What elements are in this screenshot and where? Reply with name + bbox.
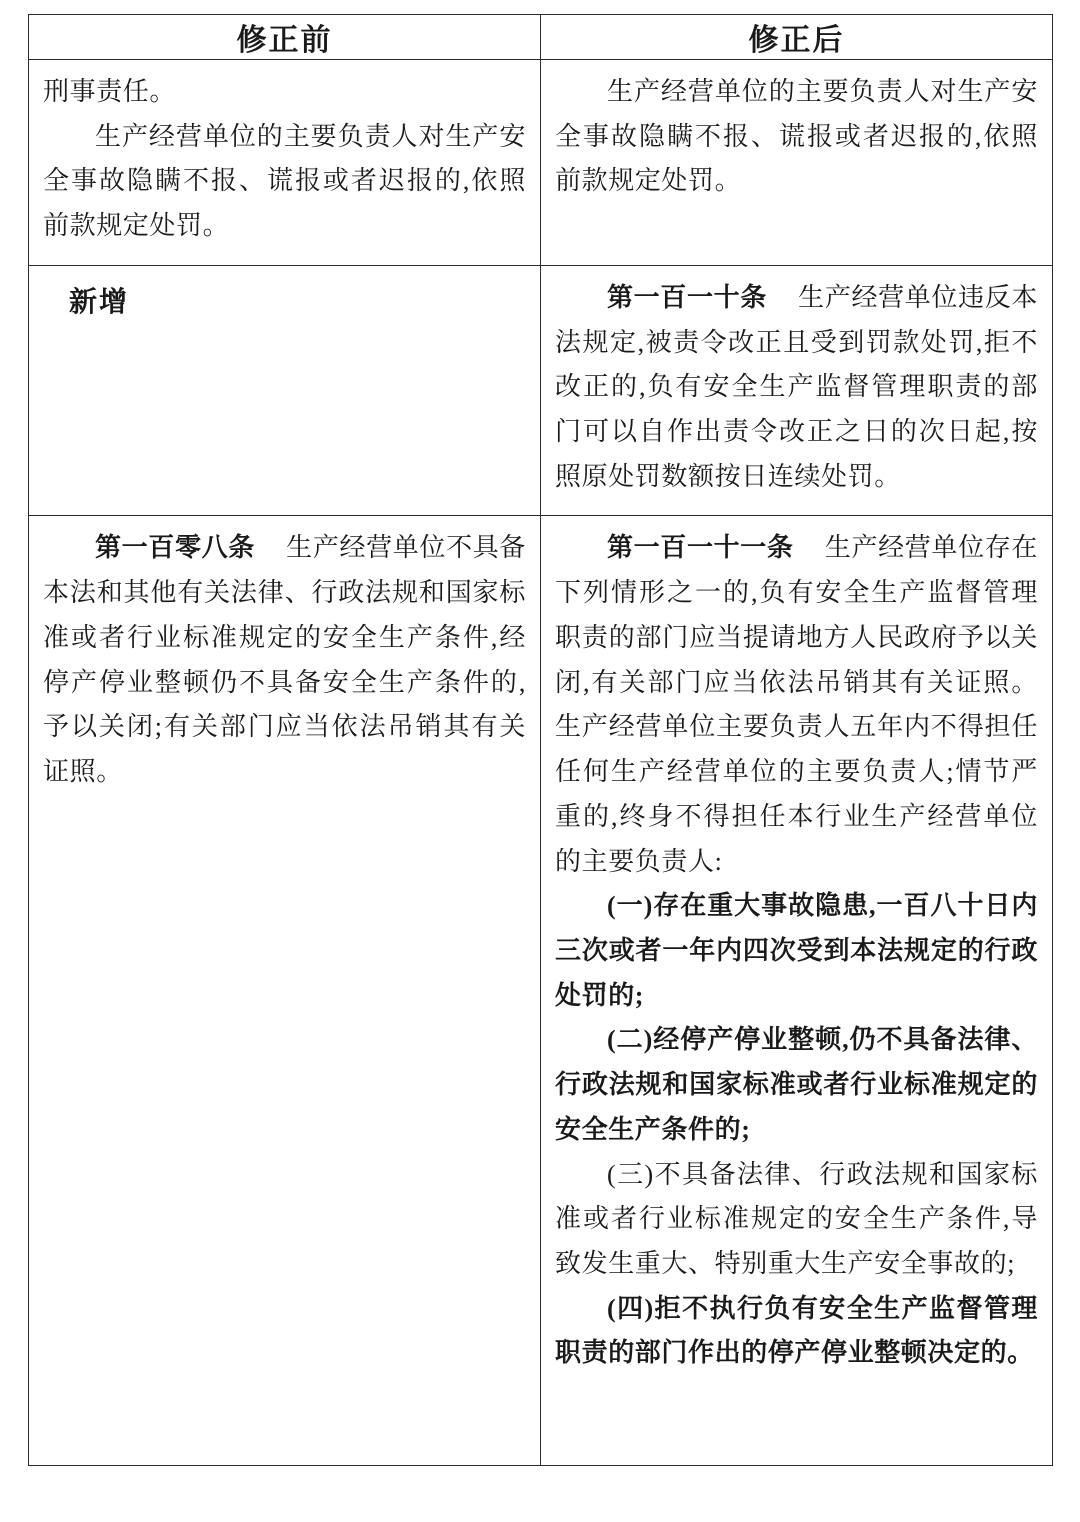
paragraph-text: [555, 276, 1038, 500]
cell-after-1: [541, 60, 1053, 266]
paragraph-text: (二)经停产停业整顿,仍不具备法律、行政法规和国家标准或者行业标准规定的安全生产条件的;: [555, 1025, 1038, 1144]
paragraph-text: 刑事责任。: [43, 77, 177, 106]
cell-before-1: [29, 60, 541, 266]
article-number: 第一百零八条: [95, 533, 255, 563]
amendment-comparison-table: [28, 14, 1053, 1466]
article-number: 第一百一十一条: [607, 533, 794, 563]
paragraph-text: [43, 526, 526, 794]
paragraph-text: (三)不具备法律、行政法规和国家标准或者行业标准规定的安全生产条件,导致发生重大、特别重大生产安全事故的;: [555, 1159, 1038, 1278]
cell-before-2: [29, 265, 541, 516]
cell-before-3: [29, 516, 541, 1466]
cell-after-2: [541, 265, 1053, 516]
table-row: [29, 265, 1053, 516]
cell-after-3: [541, 516, 1053, 1466]
article-body: 生产经营单位违反本法规定,被责令改正且受到罚款处罚,拒不改正的,负有安全生产监督管理职责的部门可以自作出责令改正之日的次日起,按照原处罚数额按日连续处罚。: [555, 282, 1038, 491]
article-number: 第一百一十条: [607, 282, 767, 312]
table-row: [29, 516, 1053, 1466]
paragraph-text: 生产经营单位的主要负责人对生产安全事故隐瞒不报、谎报或者迟报的,依照前款规定处罚。: [43, 121, 526, 241]
article-body: 生产经营单位不具备本法和其他有关法律、行政法规和国家标准或者行业标准规定的安全生产条件,经停产停业整顿仍不具备安全生产条件的,予以关闭;有关部门应当依法吊销其有关证照。: [43, 533, 526, 787]
table-header-row: [29, 15, 1053, 60]
column-header-after: 修正后: [541, 15, 1053, 60]
article-body: 生产经营单位存在下列情形之一的,负有安全生产监督管理职责的部门应当提请地方人民政府予以关闭,有关部门应当依法吊销其有关证照。生产经营单位主要负责人五年内不得担任任何生产经营单位的主要负责人;情节严重的,终身不得担任本行业生产经营单位的主要负责人:: [555, 533, 1038, 876]
column-header-before: 修正前: [29, 15, 541, 60]
new-addition-label: 新增: [69, 286, 130, 318]
paragraph-text: [555, 526, 1038, 884]
paragraph-text: (一)存在重大事故隐患,一百八十日内三次或者一年内四次受到本法规定的行政处罚的;: [555, 891, 1038, 1010]
table-row: [29, 60, 1053, 266]
paragraph-text: 生产经营单位的主要负责人对生产安全事故隐瞒不报、谎报或者迟报的,依照前款规定处罚。: [555, 77, 1038, 196]
paragraph-text: (四)拒不执行负有安全生产监督管理职责的部门作出的停产停业整顿决定的。: [555, 1293, 1038, 1368]
